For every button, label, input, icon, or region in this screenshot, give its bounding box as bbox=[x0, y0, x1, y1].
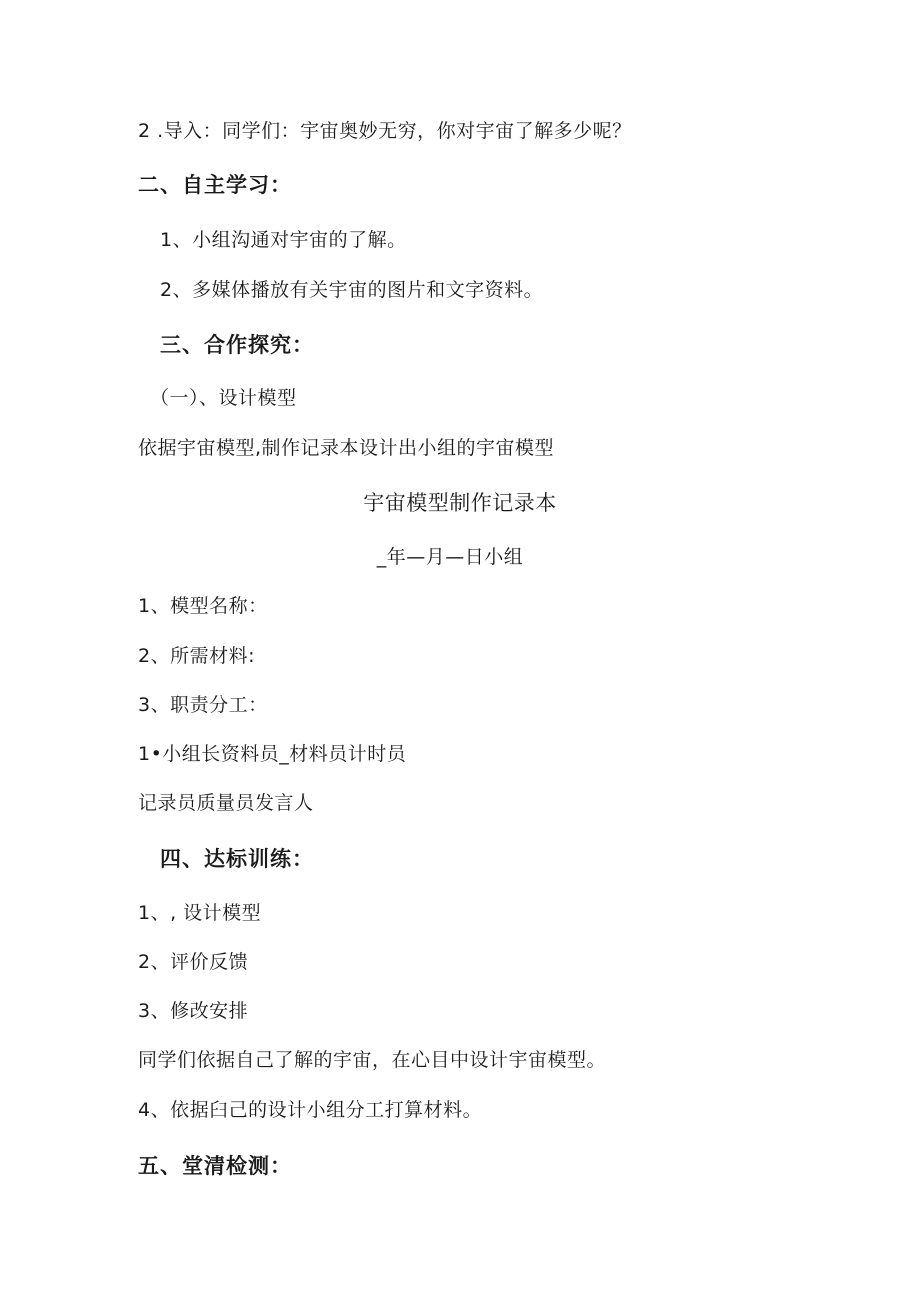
section-heading-self-study: 二、自主学习： bbox=[138, 173, 292, 197]
list-item: 1、小组沟通对宇宙的了解。 bbox=[160, 229, 407, 251]
record-field-roles: 3、职责分工： bbox=[138, 694, 268, 716]
paragraph-model-description: 依据宇宙模型,制作记录本设计出小组的宇宙模型 bbox=[138, 437, 555, 459]
roles-line-1: 1•小组长资料员_材料员计时员 bbox=[138, 743, 407, 765]
section-heading-training: 四、达标训练： bbox=[160, 847, 314, 871]
roles-line-2: 记录员质量员发言人 bbox=[138, 792, 314, 814]
record-book-title: 宇宙模型制作记录本 bbox=[363, 491, 557, 515]
list-item: 4、依据臼己的设计小组分工打算材料。 bbox=[138, 1099, 483, 1121]
list-item: 1、, 设计模型 bbox=[138, 902, 262, 924]
record-field-model-name: 1、模型名称： bbox=[138, 595, 268, 617]
list-item: 2、多媒体播放有关宇宙的图片和文字资料。 bbox=[160, 279, 544, 301]
paragraph-design-note: 同学们依据自己了解的宇宙，在心目中设计宇宙模型。 bbox=[138, 1049, 607, 1071]
record-date-line: _年—月—日小组 bbox=[376, 546, 524, 568]
list-item: 2、评价反馈 bbox=[138, 951, 249, 973]
subsection-design-model: （一）、设计模型 bbox=[150, 387, 297, 409]
section-heading-class-check: 五、堂清检测： bbox=[138, 1154, 292, 1178]
section-heading-cooperative-inquiry: 三、合作探究： bbox=[160, 333, 314, 357]
record-field-materials: 2、所需材料: bbox=[138, 645, 255, 667]
intro-line-2: 2 .导入：同学们：宇宙奥妙无穷，你对宇宙了解多少呢？ bbox=[138, 120, 632, 142]
list-item: 3、修改安排 bbox=[138, 1000, 249, 1022]
